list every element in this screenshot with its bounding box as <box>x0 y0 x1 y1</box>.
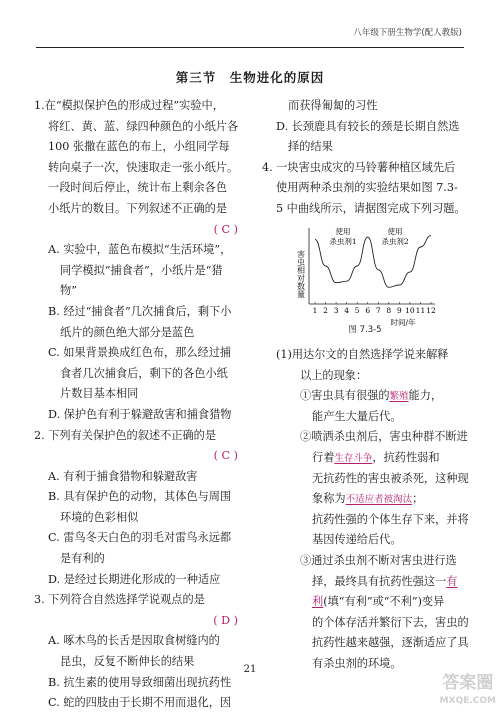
q1-option-a: 物” <box>60 284 77 298</box>
x-tick-label: 4 <box>344 306 350 315</box>
right-column-top <box>262 96 468 220</box>
q3-stem: 3. 下列符合自然选择学说观点的是 <box>34 593 205 607</box>
q3-option-b: B. 抗生素的使用导致细菌出现抗药性 <box>48 675 232 689</box>
q3-option-a: 昆虫，反复不断伸长的结果 <box>60 655 195 669</box>
q1-stem: 100 张撒在蓝色的布上，小组同学每 <box>48 140 230 154</box>
q4-point-2: 无抗药性的害虫被杀死，这种现 <box>312 471 469 485</box>
q1-option-c: C. 如果背景换成红色布，那么经过捕 <box>48 346 232 360</box>
q1-option-b: B. 经过“捕食者”几次捕食后，剩下小 <box>48 304 232 318</box>
q2-option-d: D. 是经过长期进化形成的一种适应 <box>48 572 221 586</box>
q4-point-3: ③通过杀虫剂不断对害虫进行选 <box>300 553 457 567</box>
q4-p2-text: ，抗药性弱和 <box>372 450 440 464</box>
annotation-pesticide-1-l2: 杀虫剂1 <box>329 237 357 246</box>
q1-option-b: 纸片的颜色绝大部分是蓝色 <box>60 325 195 339</box>
watermark-url: MXQE.COM <box>439 696 496 706</box>
q2-option-c: 是有利的 <box>60 552 105 566</box>
q4-p2-text: 行着 <box>312 450 335 464</box>
q4-point-3 <box>262 572 468 593</box>
watermark-text: 答案圈 <box>442 673 494 693</box>
x-tick-label: 3 <box>333 306 339 315</box>
watermark-logo <box>440 674 496 710</box>
x-axis-label: 时间/年 <box>390 318 416 327</box>
page-number: 21 <box>243 664 257 675</box>
q2-stem: 2. 下列有关保护色的叙述不正确的是 <box>34 428 217 442</box>
x-tick-label: 5 <box>354 306 360 315</box>
q4-p3-answer: 利 <box>312 595 324 609</box>
book-header: 八年级下册生物学(配人教版) <box>353 28 462 38</box>
pest-population-chart <box>295 222 445 328</box>
q4-point-3 <box>262 592 468 613</box>
annotation-pesticide-1-l1: 使用 <box>335 227 351 236</box>
q4-p2-answer2: 不适应者被淘汰 <box>345 494 413 506</box>
q2-option-b: B. 具有保护色的动物，其体色与周围 <box>48 490 232 504</box>
q2-option-a: A. 有利于捕食猎物和躲避敌害 <box>48 469 198 483</box>
q4-point-2 <box>262 489 468 510</box>
annotation-pesticide-2-l2: 杀虫剂2 <box>381 237 409 246</box>
x-tick-label: 7 <box>375 306 381 315</box>
q1-option-a: A. 实验中，蓝色布模拟“生活环境”， <box>48 243 232 257</box>
q4-sub1-intro: (1)用达尔文的自然选择学说来解释 <box>276 348 449 361</box>
q2-option-c: C. 雷鸟冬天白色的羽毛对雷鸟永远都 <box>48 531 232 545</box>
q4-stem: 4. 一块害虫成灾的马铃薯种植区域先后 <box>262 160 456 174</box>
q3-option-d: 择的结果 <box>288 140 333 154</box>
q3-answer: ( D ) <box>213 613 238 627</box>
q4-p1-answer: 繁殖 <box>389 391 409 403</box>
q4-sub1-intro: 以上的现象： <box>300 368 368 382</box>
q4-point-3: 有杀虫剂的环境。 <box>312 656 402 670</box>
q4-p3-text: (填“有利”或“不利”)变异 <box>323 595 445 609</box>
q1-option-c: 片数目基本相同 <box>60 387 139 401</box>
x-tick-label: 10 <box>405 306 415 315</box>
q1-stem: 1.在“模拟保护色的形成过程”实验中， <box>34 99 224 112</box>
q4-stem: 5 中曲线所示，请据图完成下列习题。 <box>276 201 466 215</box>
q4-p2-answer: 生存斗争 <box>334 452 373 464</box>
left-column <box>34 96 244 714</box>
q4-point-3: 抗药性越来越强，逐渐适应了具 <box>312 636 469 650</box>
figure-caption: 图 7.3-5 <box>348 325 382 335</box>
q1-stem: 将红、黄、蓝、绿四种颜色的小纸片各 <box>48 119 239 133</box>
right-column-bottom <box>262 345 468 675</box>
q2-answer: ( C ) <box>213 449 238 463</box>
x-tick-label: 6 <box>365 306 371 315</box>
q1-answer: ( C ) <box>213 222 238 236</box>
q1-option-a: 同学模拟“捕食者”，小纸片是“猎 <box>60 263 223 277</box>
q1-stem: 小纸片的数目。下列叙述不正确的是 <box>48 201 228 215</box>
x-tick-label: 2 <box>323 306 328 315</box>
q4-stem: 使用两种杀虫剂的实验结果如图 7.3- <box>276 181 458 195</box>
x-tick-label: 11 <box>415 306 426 315</box>
q1-option-c: 食者几次捕食后，剩下的各色小纸 <box>60 366 228 380</box>
q1-stem: 一段时间后停止，统计布上剩余各色 <box>48 181 228 195</box>
section-title: 第三节 生物进化的原因 <box>175 70 325 85</box>
q4-point-1: 能产生大量后代。 <box>312 409 402 423</box>
header-divider <box>36 47 464 48</box>
q4-point-2 <box>262 448 468 469</box>
q1-option-d: D. 保护色有利于躲避敌害和捕食猎物 <box>48 407 232 421</box>
x-tick-label: 12 <box>426 306 436 315</box>
y-axis-label: 害虫相对数量 <box>296 250 306 298</box>
q4-p2-text: 象称为 <box>312 492 346 506</box>
q4-p3-answer: 有 <box>446 574 458 588</box>
q1-stem: 转向桌子一次，快速取走一张小纸片。 <box>48 160 239 174</box>
q4-p1-text: 能力， <box>408 389 443 403</box>
q4-point-1 <box>262 386 468 407</box>
q2-option-b: 环境的色彩相似 <box>60 510 139 524</box>
q3-option-c: C. 蛇的四肢由于长期不用而退化，因 <box>48 696 232 710</box>
q4-p3-text: 择，最终具有抗药性强这一 <box>312 574 447 588</box>
x-tick-label: 1 <box>312 306 318 315</box>
q4-p2-text: ； <box>412 492 424 506</box>
q4-point-2: 基因传递给后代。 <box>312 533 402 547</box>
q4-p1-text: ①害虫具有很强的 <box>300 389 390 403</box>
q4-point-3: 的个体存活并繁衍下去，害虫的 <box>312 615 469 629</box>
annotation-pesticide-2-l1: 使用 <box>387 227 403 236</box>
x-tick-label: 9 <box>396 306 402 315</box>
q4-point-2: 抗药性强的个体生存下来，并将 <box>312 512 469 526</box>
x-tick-label: 8 <box>386 306 392 315</box>
q3-option-c: 而获得匍匐的习性 <box>288 99 378 112</box>
q3-option-d: D. 长颈鹿具有较长的颈是长期自然选 <box>276 119 460 133</box>
q3-option-a: A. 啄木鸟的长舌是因取食树缝内的 <box>48 634 220 648</box>
q4-point-2: ②喷洒杀虫剂后，害虫种群不断进 <box>300 430 468 444</box>
